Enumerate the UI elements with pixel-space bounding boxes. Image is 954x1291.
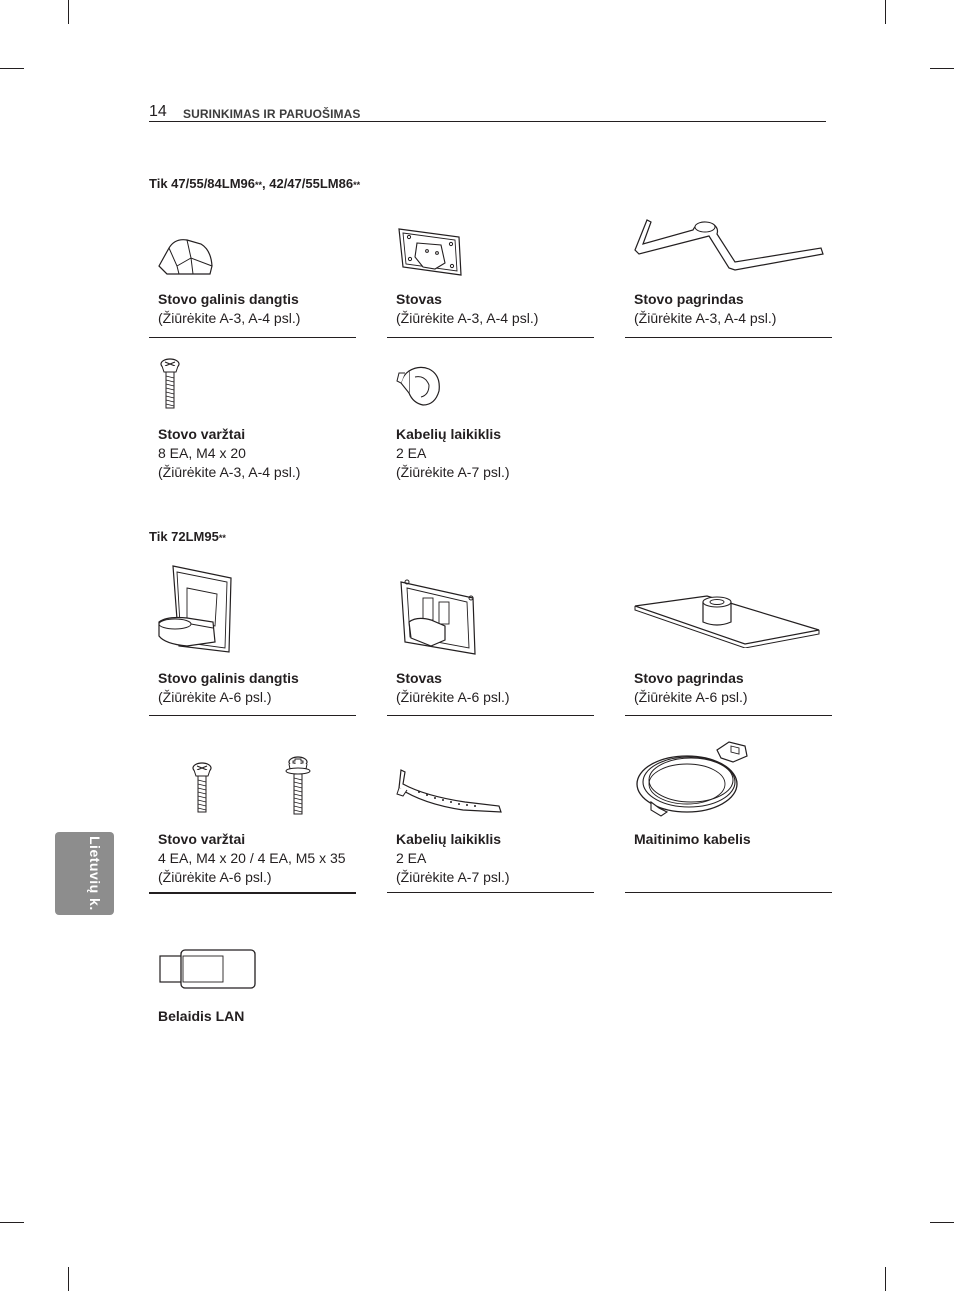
item-detail: 4 EA, M4 x 20 / 4 EA, M5 x 35 (158, 850, 346, 866)
item-name: Kabelių laikiklis (396, 426, 502, 442)
item-detail: (Žiūrėkite A-3, A-4 psl.) (158, 310, 301, 326)
item-name: Stovo varžtai (158, 426, 246, 442)
accessory-item (149, 945, 356, 1035)
item-divider (625, 337, 832, 338)
item-detail: (Žiūrėkite A-7 psl.) (396, 464, 510, 480)
item-detail: (Žiūrėkite A-3, A-4 psl.) (158, 464, 301, 480)
stand-body-icon (395, 576, 479, 656)
item-detail: (Žiūrėkite A-7 psl.) (396, 869, 510, 885)
item-divider (625, 892, 832, 893)
crop-mark (930, 1222, 954, 1223)
item-name: Stovo varžtai (158, 831, 246, 847)
item-divider (387, 337, 594, 338)
section-title-text: Tik 47/55/84LM96 (149, 176, 255, 191)
item-divider (149, 715, 356, 716)
accessory-item (387, 355, 594, 485)
accessory-item (149, 355, 356, 485)
item-name: Belaidis LAN (158, 1008, 245, 1024)
stand-base-plate-icon (631, 592, 823, 648)
accessory-item (149, 220, 356, 340)
item-detail: (Žiūrėkite A-6 psl.) (396, 689, 510, 705)
item-name: Stovas (396, 291, 442, 307)
section-title-text: Tik 72LM95 (149, 529, 219, 544)
item-name: Kabelių laikiklis (396, 831, 502, 847)
item-divider (625, 715, 832, 716)
power-cord-icon (633, 738, 757, 818)
section-title (149, 529, 226, 544)
stand-base-icon (631, 218, 827, 274)
item-detail: 2 EA (396, 850, 427, 866)
item-detail: (Žiūrėkite A-6 psl.) (634, 689, 748, 705)
stand-back-cover-icon (157, 564, 233, 654)
crop-mark (930, 68, 954, 69)
accessory-item (625, 562, 832, 722)
section-title-asterisks: ** (218, 533, 226, 543)
language-side-tab-label: Lietuvių k. (87, 836, 103, 911)
item-detail: 2 EA (396, 445, 427, 461)
item-detail: 8 EA, M4 x 20 (158, 445, 246, 461)
accessory-item (387, 220, 594, 340)
washer-screw-icon (285, 756, 311, 816)
accessory-item (625, 736, 832, 897)
section-title-asterisks: ** (255, 180, 263, 190)
crop-mark (0, 1222, 24, 1223)
item-name: Maitinimo kabelis (634, 831, 751, 847)
item-divider (149, 892, 356, 894)
cable-holder-icon (395, 363, 445, 409)
accessory-item (625, 220, 832, 340)
item-name: Stovas (396, 670, 442, 686)
header-divider (149, 121, 826, 122)
accessory-item (149, 562, 356, 722)
accessory-item (149, 752, 356, 897)
page-header-title: SURINKIMAS IR PARUOŠIMAS (183, 107, 361, 121)
accessory-item (387, 562, 594, 722)
stand-body-icon (395, 223, 465, 278)
item-divider (387, 892, 594, 893)
item-divider (387, 715, 594, 716)
stand-back-cover-icon (157, 236, 215, 276)
page-number: 14 (149, 103, 167, 120)
wireless-lan-dongle-icon (159, 948, 257, 990)
item-name: Stovo galinis dangtis (158, 291, 299, 307)
item-name: Stovo pagrindas (634, 291, 744, 307)
section-title (149, 176, 360, 191)
stand-screw-icon (159, 358, 181, 410)
item-detail: (Žiūrėkite A-3, A-4 psl.) (634, 310, 777, 326)
crop-mark (885, 0, 886, 24)
crop-mark (68, 1267, 69, 1291)
language-side-tab (55, 832, 114, 915)
item-detail: (Žiūrėkite A-6 psl.) (158, 869, 272, 885)
stand-screw-icon (191, 762, 213, 814)
section-title-text: , 42/47/55LM86 (262, 176, 354, 191)
item-name: Stovo galinis dangtis (158, 670, 299, 686)
item-detail: (Žiūrėkite A-6 psl.) (158, 689, 272, 705)
crop-mark (68, 0, 69, 24)
cable-tie-icon (395, 768, 505, 816)
section-title-asterisks: ** (353, 180, 361, 190)
item-name: Stovo pagrindas (634, 670, 744, 686)
crop-mark (885, 1267, 886, 1291)
item-divider (149, 337, 356, 338)
item-detail: (Žiūrėkite A-3, A-4 psl.) (396, 310, 539, 326)
crop-mark (0, 68, 24, 69)
accessory-item (387, 752, 594, 897)
